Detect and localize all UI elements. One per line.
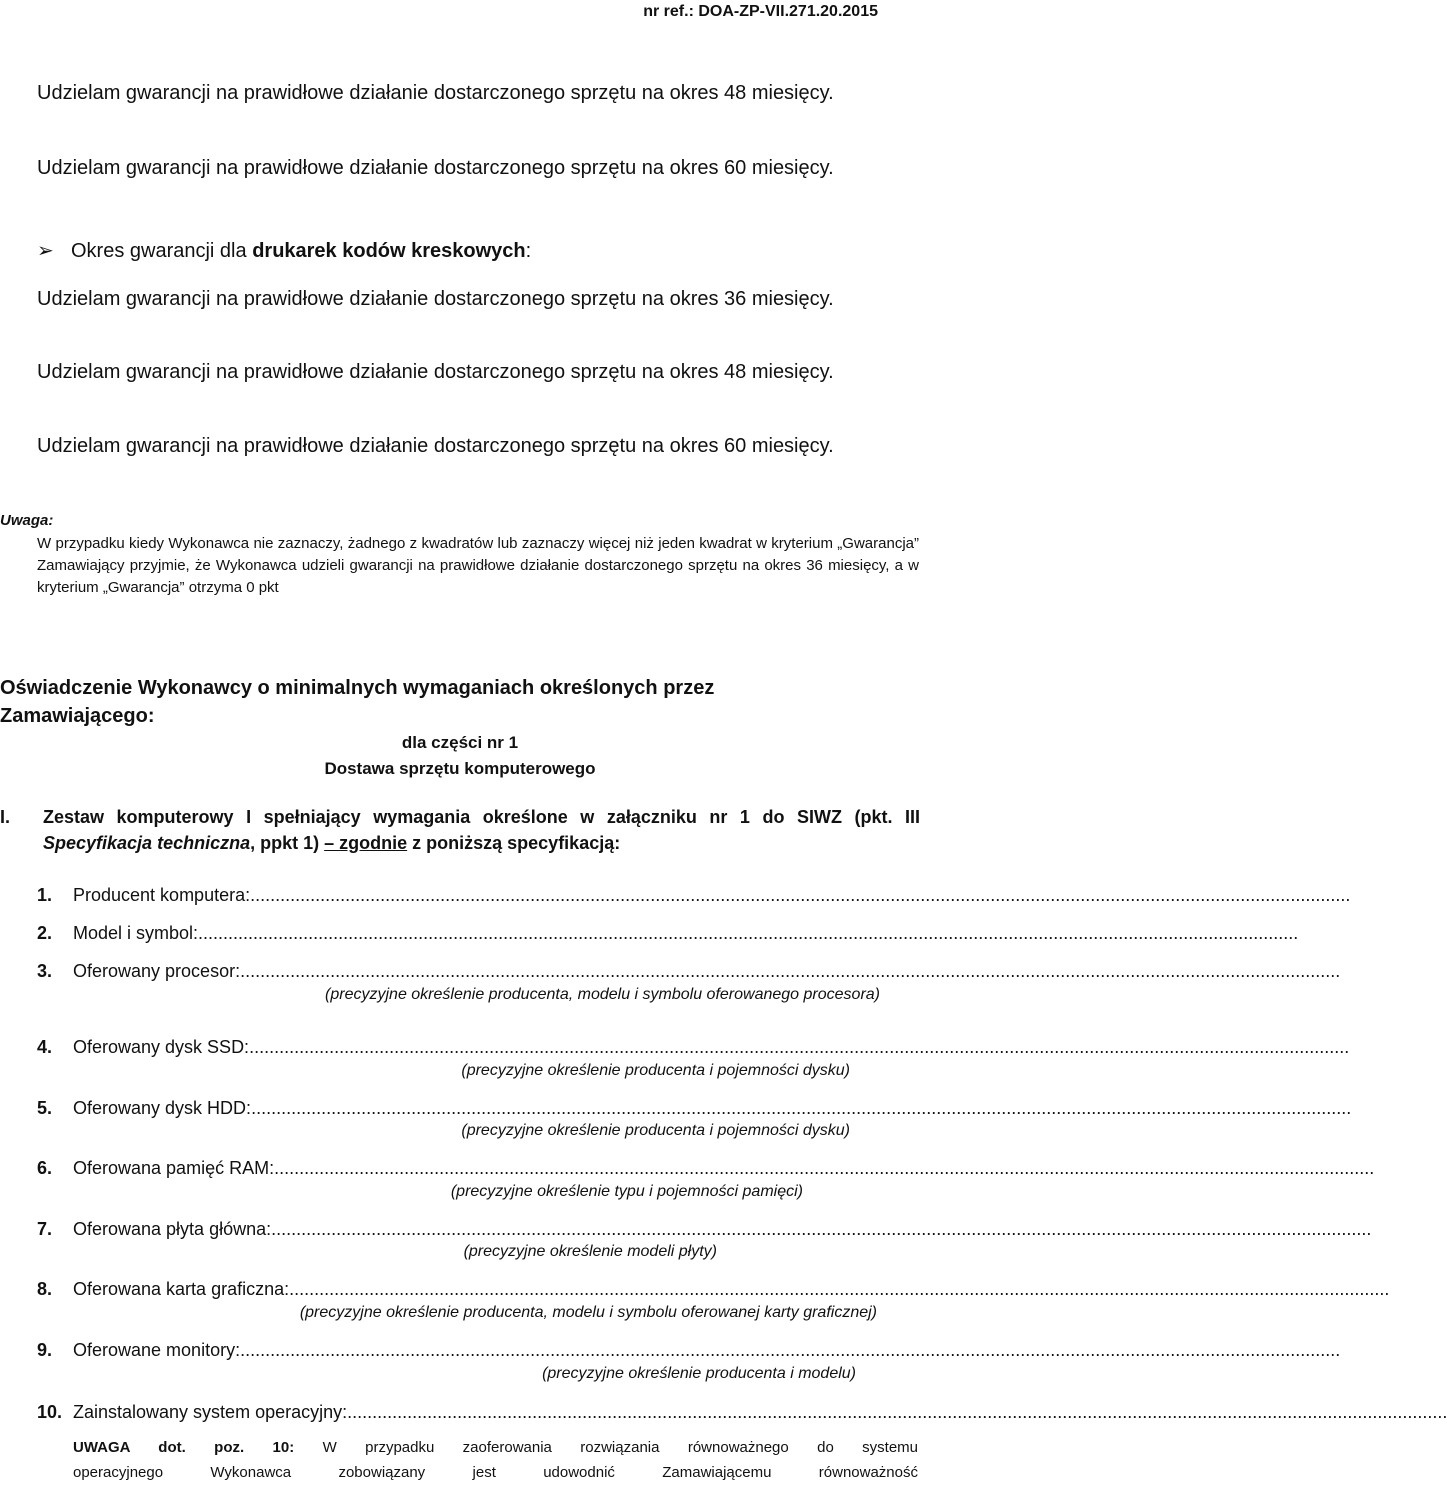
spec-item-label: Model i symbol:: [73, 923, 199, 943]
warning-label: Uwaga:: [0, 512, 54, 529]
fill-in-dots[interactable]: ............................................................................................................................................................................................................................: [240, 961, 1341, 981]
reference-number: nr ref.: DOA-ZP-VII.271.20.2015: [643, 3, 878, 20]
spec-item-7[interactable]: [37, 1217, 1372, 1241]
spec-item-6[interactable]: [37, 1156, 1375, 1180]
spec-item-hint: (precyzyjne określenie typu i pojemności pamięci): [450, 1183, 803, 1200]
fill-in-dots[interactable]: ............................................................................................................................................................................................................................: [240, 1340, 1341, 1360]
spec-item-number: 6.: [37, 1158, 53, 1178]
barcode-warranty-60-option: Udzielam gwarancji na prawidłowe działanie dostarczonego sprzętu na okres 60 miesięcy.: [37, 435, 834, 457]
spec-item-number: 9.: [37, 1340, 53, 1360]
spec-item-number: 1.: [37, 885, 53, 905]
fill-in-dots[interactable]: ............................................................................................................................................................................................................................: [251, 1098, 1352, 1118]
barcode-warranty-36-option: Udzielam gwarancji na prawidłowe działanie dostarczonego sprzętu na okres 36 miesięcy.: [37, 288, 834, 310]
spec-item-label: Oferowany dysk SSD:: [73, 1037, 250, 1057]
spec-item-10[interactable]: [37, 1400, 1447, 1424]
spec-item-label: Oferowana płyta główna:: [73, 1219, 272, 1239]
arrow-bullet-icon: ➢: [37, 240, 54, 262]
spec-item-label: Oferowane monitory:: [73, 1340, 241, 1360]
note-line-2: operacyjnego Wykonawca zobowiązany jest udowodnić Zamawiającemu równoważność: [73, 1464, 918, 1481]
fill-in-dots[interactable]: ............................................................................................................................................................................................................................: [250, 885, 1351, 905]
declaration-title-continued: Zamawiającego:: [0, 705, 155, 727]
spec-item-label: Oferowana pamięć RAM:: [73, 1158, 275, 1178]
fill-in-dots[interactable]: ............................................................................................................................................................................................................................: [289, 1279, 1390, 1299]
fill-in-dots[interactable]: ............................................................................................................................................................................................................................: [249, 1037, 1350, 1057]
barcode-warranty-48-option: Udzielam gwarancji na prawidłowe działanie dostarczonego sprzętu na okres 48 miesięcy.: [37, 361, 834, 383]
fill-in-dots[interactable]: ............................................................................................................................................................................................................................: [347, 1402, 1447, 1422]
barcode-printers-heading: ➢ Okres gwarancji dla drukarek kodów kreskowych:: [37, 236, 531, 267]
warranty-60-months-option: Udzielam gwarancji na prawidłowe działanie dostarczonego sprzętu na okres 60 miesięcy.: [37, 157, 834, 179]
spec-item-label: Oferowany procesor:: [73, 961, 241, 981]
spec-item-label: Oferowany dysk HDD:: [73, 1098, 252, 1118]
spec-item-label: Producent komputera:: [73, 885, 251, 905]
fill-in-dots[interactable]: ............................................................................................................................................................................................................................: [198, 923, 1299, 943]
spec-item-hint: (precyzyjne określenie producenta i pojemności dysku): [461, 1122, 850, 1139]
spec-item-hint: (precyzyjne określenie producenta, modelu i symbolu oferowanego procesora): [325, 986, 880, 1003]
fill-in-dots[interactable]: ............................................................................................................................................................................................................................: [271, 1219, 1372, 1239]
spec-item-number: 2.: [37, 923, 53, 943]
spec-item-number: 4.: [37, 1037, 53, 1057]
note-line-1: UWAGA dot. poz. 10: W przypadku zaoferowania rozwiązania równoważnego do systemu: [73, 1439, 918, 1456]
spec-item-label: Zainstalowany system operacyjny:: [73, 1402, 348, 1422]
spec-item-1[interactable]: [37, 883, 1351, 907]
spec-item-4[interactable]: [37, 1035, 1350, 1059]
spec-item-number: 7.: [37, 1219, 53, 1239]
spec-item-9[interactable]: [37, 1338, 1341, 1362]
section-heading: I. Zestaw komputerowy I spełniający wymagania określone w załączniku nr 1 do SIWZ (pkt. III Specyfikacja techniczna, ppkt 1) – zgodnie z poniższą specyfikacją:: [0, 807, 920, 853]
spec-item-number: 10.: [37, 1402, 63, 1422]
spec-item-hint: (precyzyjne określenie producenta, modelu i symbolu oferowanej karty graficznej): [299, 1304, 877, 1321]
spec-item-number: 8.: [37, 1279, 53, 1299]
fill-in-dots[interactable]: ............................................................................................................................................................................................................................: [274, 1158, 1375, 1178]
part-name: Dostawa sprzętu komputerowego: [324, 759, 596, 778]
spec-item-number: 3.: [37, 961, 53, 981]
declaration-title: Oświadczenie Wykonawcy o minimalnych wymaganiach określonych przez: [0, 677, 715, 699]
spec-item-5[interactable]: [37, 1096, 1352, 1120]
spec-item-hint: (precyzyjne określenie producenta i pojemności dysku): [461, 1062, 850, 1079]
part-number: dla części nr 1: [401, 733, 519, 752]
spec-item-8[interactable]: [37, 1277, 1390, 1301]
spec-item-hint: (precyzyjne określenie modeli płyty): [463, 1243, 717, 1260]
spec-item-number: 5.: [37, 1098, 53, 1118]
spec-item-hint: (precyzyjne określenie producenta i modelu): [542, 1365, 856, 1382]
spec-item-2[interactable]: [37, 921, 1299, 945]
warning-text: W przypadku kiedy Wykonawca nie zaznaczy, żadnego z kwadratów lub zaznaczy więcej niż jeden kwadrat w kryterium „Gwarancja” Zamawiający przyjmie, że Wykonawca udzieli gwarancji na prawidłowe działanie dostarczonego sprzętu na okres 36 miesięcy, a w kryterium „Gwarancja” otrzyma 0 pkt: [37, 535, 919, 596]
spec-item-3[interactable]: [37, 959, 1341, 983]
spec-item-label: Oferowana karta graficzna:: [73, 1279, 290, 1299]
warranty-48-months-option: Udzielam gwarancji na prawidłowe działanie dostarczonego sprzętu na okres 48 miesięcy.: [37, 82, 834, 104]
